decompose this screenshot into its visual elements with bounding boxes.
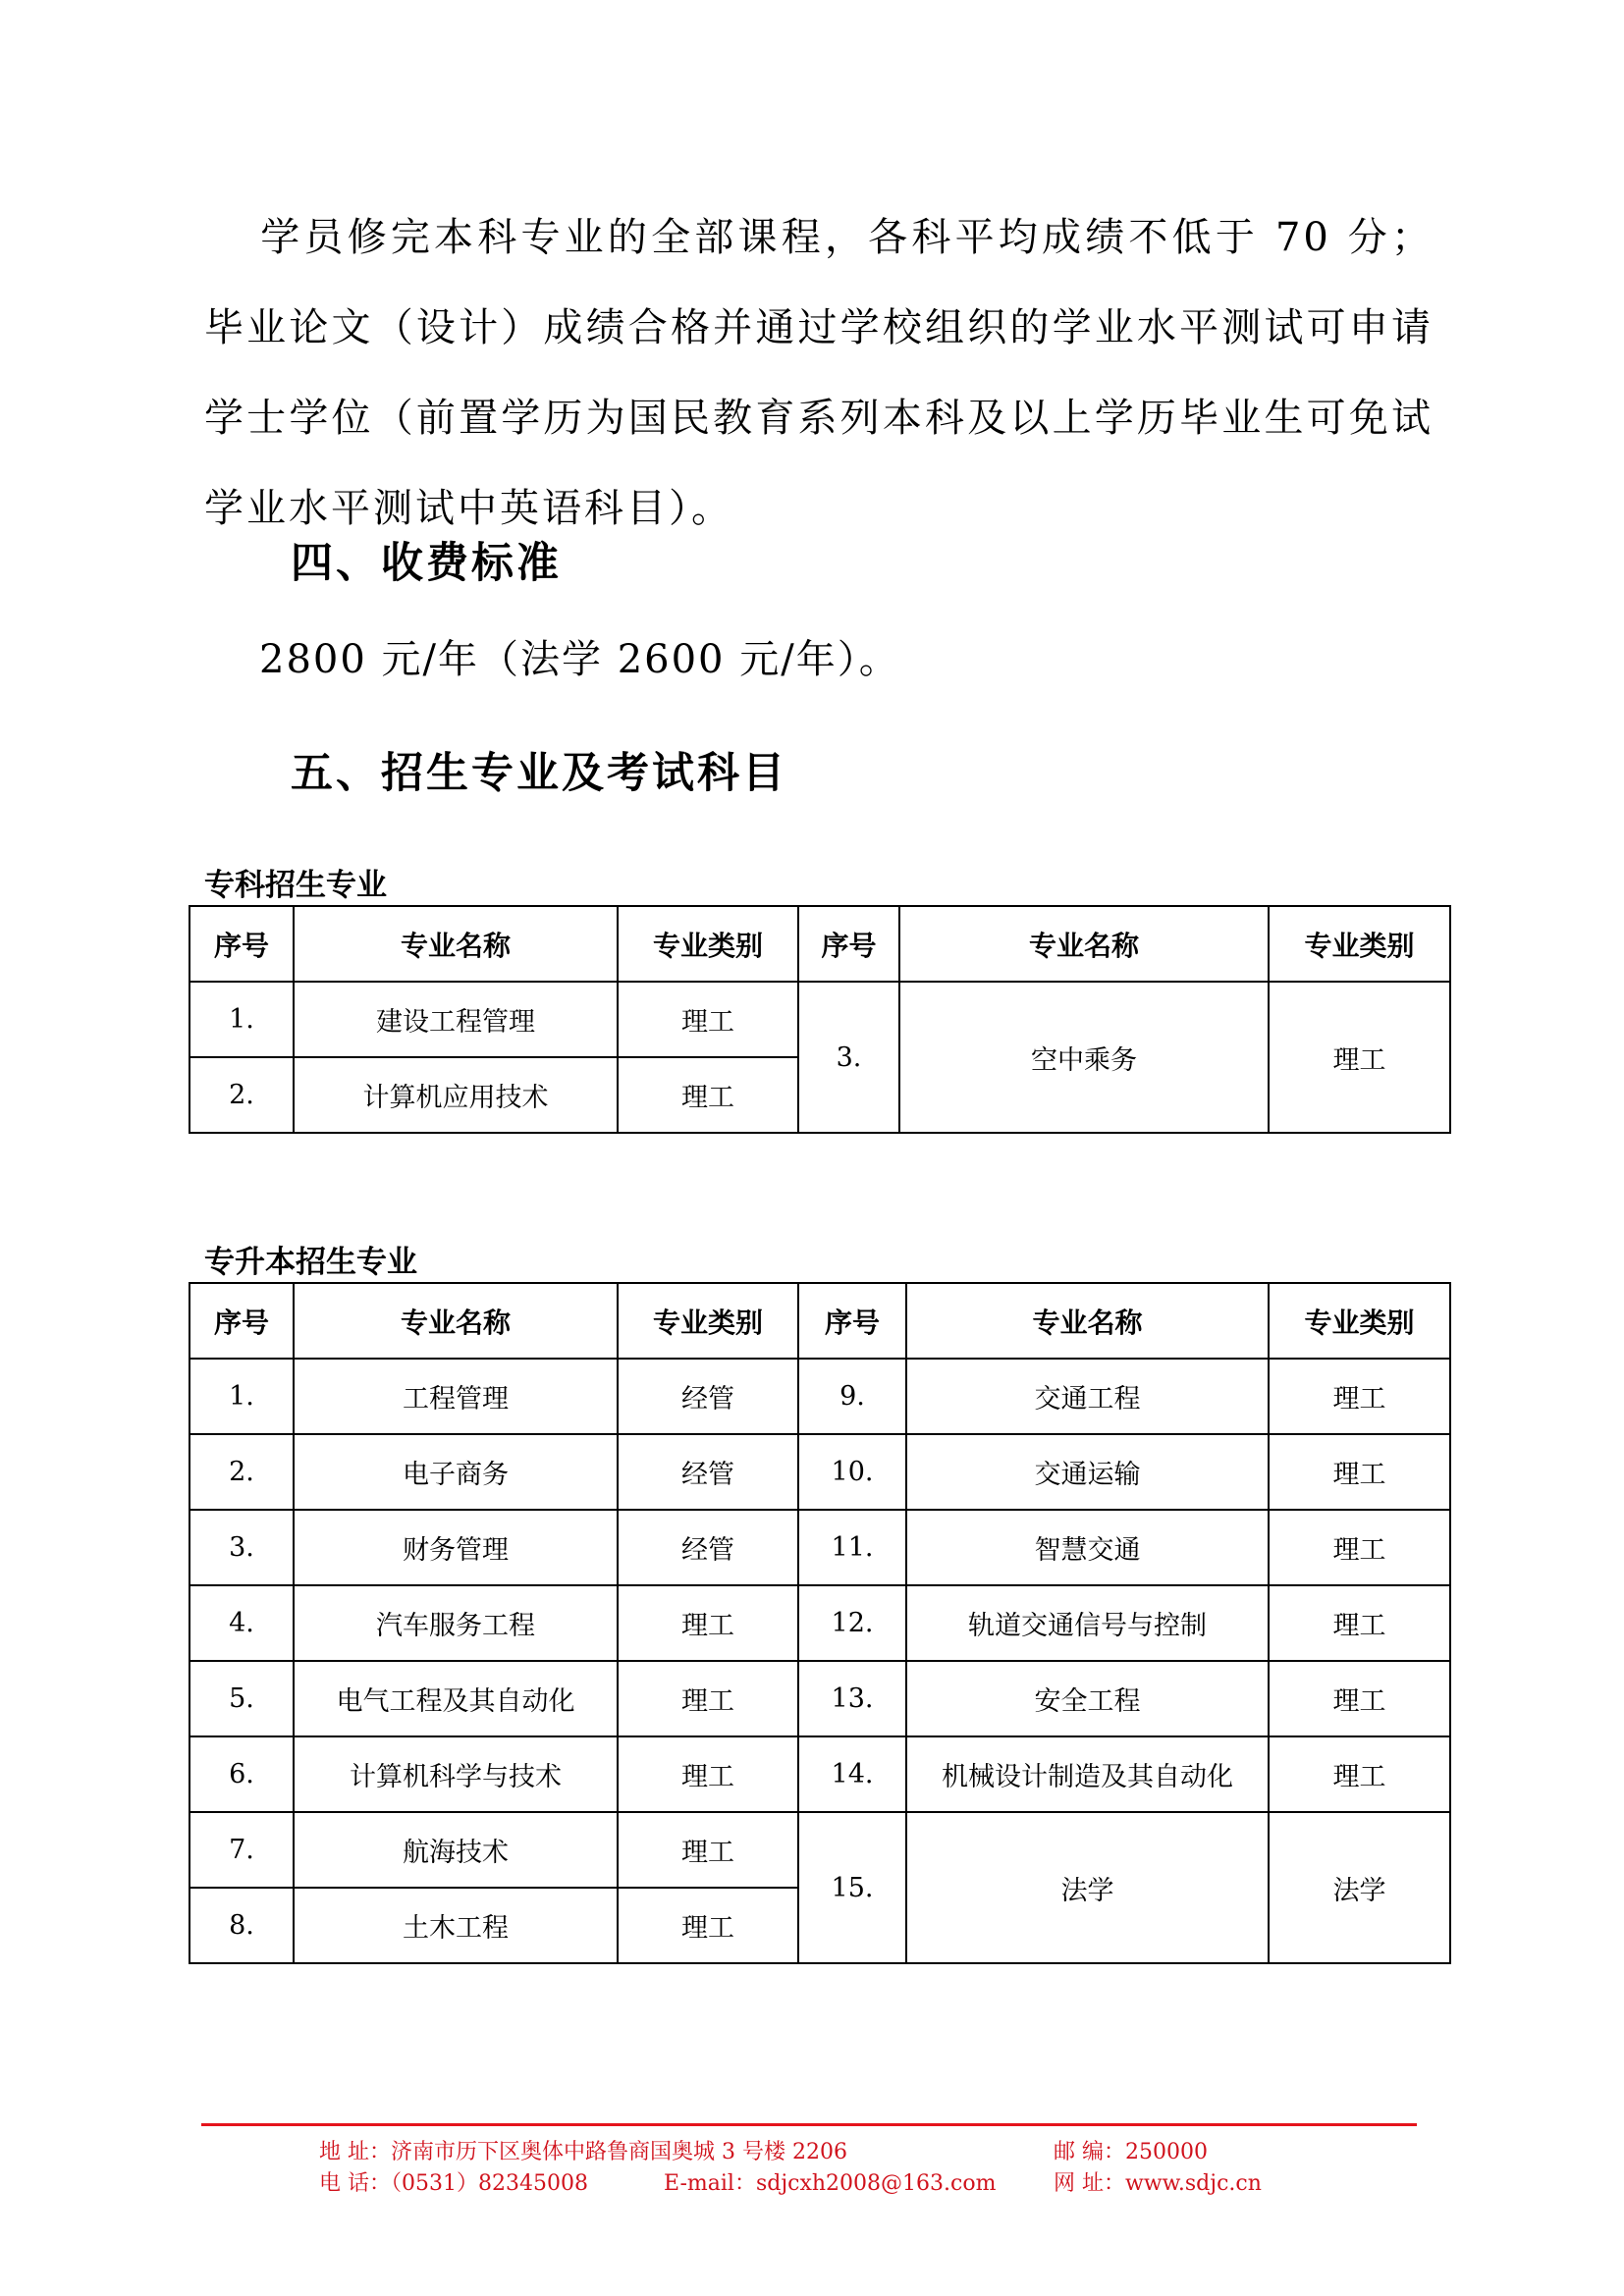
cell-seq: 1.	[189, 982, 294, 1057]
header-seq: 序号	[798, 1283, 906, 1359]
cell-name: 建设工程管理	[294, 982, 618, 1057]
cell-category: 理工	[618, 1736, 798, 1812]
upgrade-table	[189, 1282, 1451, 1964]
cell-seq: 5.	[189, 1661, 294, 1736]
table-row	[189, 1661, 1450, 1736]
table-header-row	[189, 1283, 1450, 1359]
cell-seq: 3.	[189, 1510, 294, 1585]
cell-seq: 12.	[798, 1585, 906, 1661]
footer-address: 地 址：济南市历下区奥体中路鲁商国奥城 3 号楼 2206	[319, 2140, 847, 2164]
section-heading-fees: 四、收费标准	[291, 539, 562, 588]
cell-name: 交通运输	[906, 1434, 1269, 1510]
section-heading-majors: 五、招生专业及考试科目	[291, 749, 787, 798]
cell-seq: 2.	[189, 1434, 294, 1510]
cell-category: 理工	[1269, 1661, 1450, 1736]
header-seq: 序号	[189, 906, 294, 982]
footer-website: 网 址：www.sdjc.cn	[1054, 2171, 1262, 2196]
cell-name: 轨道交通信号与控制	[906, 1585, 1269, 1661]
header-name: 专业名称	[294, 1283, 618, 1359]
cell-seq: 10.	[798, 1434, 906, 1510]
table-row	[189, 1510, 1450, 1585]
cell-category: 理工	[618, 982, 798, 1057]
cell-name: 汽车服务工程	[294, 1585, 618, 1661]
cell-category: 理工	[618, 1812, 798, 1888]
cell-name: 计算机科学与技术	[294, 1736, 618, 1812]
cell-seq: 9.	[798, 1359, 906, 1434]
cell-category: 理工	[1269, 1434, 1450, 1510]
cell-category: 理工	[618, 1661, 798, 1736]
cell-seq: 15.	[798, 1812, 906, 1963]
cell-name: 计算机应用技术	[294, 1057, 618, 1133]
cell-name: 电子商务	[294, 1434, 618, 1510]
cell-seq: 8.	[189, 1888, 294, 1963]
header-category: 专业类别	[1269, 1283, 1450, 1359]
cell-category: 经管	[618, 1510, 798, 1585]
header-name: 专业名称	[906, 1283, 1269, 1359]
cell-name: 航海技术	[294, 1812, 618, 1888]
cell-category: 理工	[1269, 1359, 1450, 1434]
cell-category: 经管	[618, 1434, 798, 1510]
cell-seq: 7.	[189, 1812, 294, 1888]
cell-category: 理工	[1269, 1736, 1450, 1812]
table-row	[189, 1585, 1450, 1661]
cell-category: 理工	[618, 1585, 798, 1661]
junior-college-table-title: 专科招生专业	[204, 868, 387, 903]
cell-name: 智慧交通	[906, 1510, 1269, 1585]
table-row	[189, 1359, 1450, 1434]
intro-paragraph-text: 学员修完本科专业的全部课程，各科平均成绩不低于 70 分；毕业论文（设计）成绩合格并通过学校组织的学业水平测试可申请学士学位（前置学历为国民教育系列本科及以上学历毕业生可免试学业水平测试中英语科目）。	[204, 215, 1434, 531]
cell-name: 财务管理	[294, 1510, 618, 1585]
table-row	[189, 1434, 1450, 1510]
cell-category: 理工	[1269, 982, 1450, 1133]
cell-name: 安全工程	[906, 1661, 1269, 1736]
header-category: 专业类别	[618, 1283, 798, 1359]
table-header-row	[189, 906, 1450, 982]
cell-seq: 3.	[798, 982, 899, 1133]
table-row	[189, 1736, 1450, 1812]
cell-category: 理工	[1269, 1510, 1450, 1585]
intro-paragraph	[204, 192, 1434, 554]
cell-name: 交通工程	[906, 1359, 1269, 1434]
cell-category: 经管	[618, 1359, 798, 1434]
cell-category: 法学	[1269, 1812, 1450, 1963]
cell-name: 法学	[906, 1812, 1269, 1963]
header-name: 专业名称	[294, 906, 618, 982]
table-row	[189, 982, 1450, 1057]
header-name: 专业名称	[899, 906, 1269, 982]
cell-category: 理工	[618, 1057, 798, 1133]
junior-college-table	[189, 905, 1451, 1134]
cell-seq: 14.	[798, 1736, 906, 1812]
cell-category: 理工	[618, 1888, 798, 1963]
cell-seq: 11.	[798, 1510, 906, 1585]
cell-category: 理工	[1269, 1585, 1450, 1661]
footer-divider	[201, 2123, 1417, 2126]
header-seq: 序号	[189, 1283, 294, 1359]
cell-seq: 6.	[189, 1736, 294, 1812]
upgrade-table-title: 专升本招生专业	[204, 1245, 417, 1280]
cell-name: 工程管理	[294, 1359, 618, 1434]
cell-seq: 2.	[189, 1057, 294, 1133]
table-row	[189, 1812, 1450, 1888]
cell-name: 电气工程及其自动化	[294, 1661, 618, 1736]
footer-phone: 电 话：（0531）82345008	[319, 2171, 588, 2196]
footer-postcode: 邮 编：250000	[1054, 2140, 1208, 2164]
cell-name: 土木工程	[294, 1888, 618, 1963]
cell-name: 空中乘务	[899, 982, 1269, 1133]
cell-seq: 4.	[189, 1585, 294, 1661]
footer-email: E-mail：sdjcxh2008@163.com	[664, 2171, 997, 2196]
header-category: 专业类别	[1269, 906, 1450, 982]
cell-seq: 13.	[798, 1661, 906, 1736]
header-seq: 序号	[798, 906, 899, 982]
fee-text: 2800 元/年（法学 2600 元/年）。	[259, 637, 900, 682]
cell-name: 机械设计制造及其自动化	[906, 1736, 1269, 1812]
cell-seq: 1.	[189, 1359, 294, 1434]
header-category: 专业类别	[618, 906, 798, 982]
